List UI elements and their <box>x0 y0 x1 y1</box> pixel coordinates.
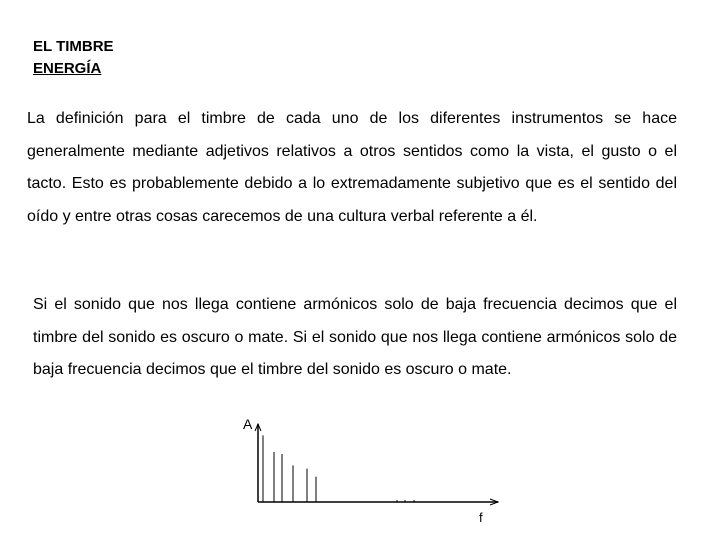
page-title: EL TIMBRE <box>33 38 114 55</box>
chart-bars <box>263 435 414 502</box>
paragraph-timbre-definition: La definición para el timbre de cada uno de los diferentes instrumentos se hace generalmente mediante adjetivos relativos a otros sentidos como la vista, el gusto o el tacto. Esto es probablemente debido a lo extremadamente subjetivo que es el sentido del oído y entre otras cosas carecemos de una cultura verbal referente a él. <box>27 110 677 225</box>
chart-axes <box>255 424 498 505</box>
paragraph-dark-timbre: Si el sonido que nos llega contiene armónicos solo de baja frecuencia decimos que el timbre del sonido es oscuro o mate. Si el sonido que nos llega contiene armónicos solo de baja frecuencia decimos que el timbre del sonido es oscuro o mate. <box>33 296 677 378</box>
page-subtitle: ENERGÍA <box>33 60 102 77</box>
harmonic-spectrum-chart <box>232 410 512 540</box>
x-axis-label: f <box>479 510 483 525</box>
y-axis-label: A <box>243 416 253 432</box>
